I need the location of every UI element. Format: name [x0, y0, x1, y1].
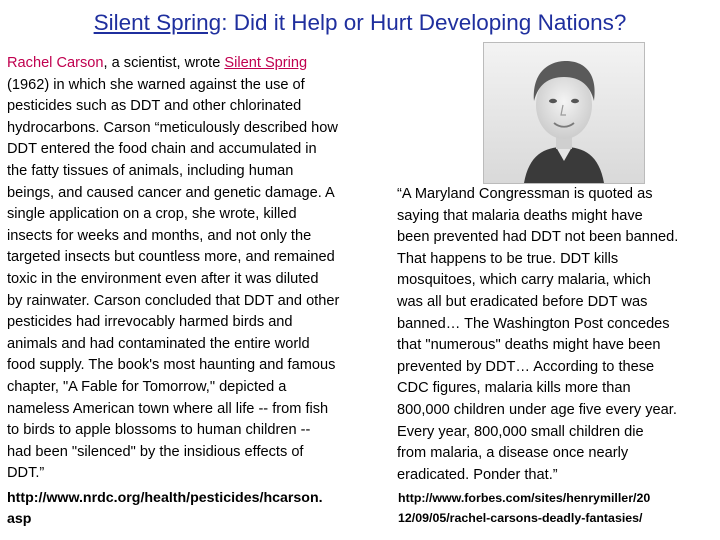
quote-line: that "numerous" deaths might have been	[397, 337, 661, 354]
source-url-nrdc[interactable]	[7, 488, 392, 530]
text-line: nameless American town where all life -- from fish	[7, 400, 329, 417]
carson-description	[7, 53, 388, 485]
quote-line: 800,000 children under age five every year.	[397, 401, 677, 418]
quote-line: been prevented had DDT not been banned.	[397, 229, 679, 246]
quote-line: “A Maryland Congressman is quoted as	[397, 186, 653, 202]
intro-line	[7, 53, 388, 75]
portrait-image	[484, 43, 644, 183]
quote-line: banned… The Washington Post concedes	[397, 315, 670, 332]
page-title	[0, 8, 720, 38]
quote-line: was all but eradicated before DDT was	[397, 293, 648, 310]
text-line: insects for weeks and months, and not only the	[7, 227, 312, 244]
text-line: food supply. The book's most haunting and famous	[7, 357, 336, 374]
quote-line: Every year, 800,000 small children die	[397, 423, 644, 440]
text-line: pesticides such as DDT and other chlorinated	[7, 98, 302, 115]
text-line: by rainwater. Carson concluded that DDT and other	[7, 292, 340, 309]
text-line: targeted insects but countless more, and remained	[7, 249, 335, 266]
author-name: Rachel Carson	[7, 55, 104, 71]
quote-line: CDC figures, malaria kills more than	[397, 380, 631, 397]
text-line: animals and had contaminated the entire world	[7, 335, 310, 352]
text-line: the fatty tissues of animals, including human	[7, 162, 294, 179]
rachel-carson-photo	[483, 42, 645, 184]
text-line: beings, and caused cancer and genetic damage. A	[7, 184, 335, 201]
quote-line: mosquitoes, which carry malaria, which	[397, 272, 651, 289]
quote-line: from malaria, a disease once nearly	[397, 445, 629, 462]
title-book-name: Silent Spring	[93, 10, 222, 35]
text-line: (1962) in which she warned against the use of	[7, 76, 305, 93]
text-line: chapter, "A Fable for Tomorrow," depicted a	[7, 378, 287, 395]
text-line: DDT entered the food chain and accumulated in	[7, 141, 317, 158]
text-line: pesticides had irrevocably harmed birds and	[7, 314, 293, 331]
book-link[interactable]: Silent Spring	[224, 55, 308, 71]
url-line: asp	[7, 511, 32, 527]
text-line: had been "silenced" by the insidious effects of	[7, 443, 304, 460]
quote-line: prevented by DDT… According to these	[397, 358, 655, 375]
quote-line: saying that malaria deaths might have	[397, 207, 643, 224]
source-url-forbes[interactable]	[398, 488, 718, 528]
title-question: : Did it Help or Hurt Developing Nations?	[221, 10, 627, 35]
url-line: http://www.nrdc.org/health/pesticides/hcarson.	[7, 490, 323, 506]
quote-line: eradicated. Ponder that.”	[397, 466, 558, 483]
text-line: toxic in the environment even after it was diluted	[7, 270, 319, 287]
text-line: DDT.”	[7, 465, 45, 482]
url-line: 12/09/05/rachel-carsons-deadly-fantasies/	[398, 511, 643, 525]
intro-text: , a scientist, wrote	[103, 55, 225, 71]
quote-line: That happens to be true. DDT kills	[397, 250, 619, 267]
malaria-quote	[397, 184, 717, 486]
text-line: single application on a crop, she wrote, killed	[7, 206, 297, 223]
text-line: to birds to apple blossoms to human children --	[7, 422, 311, 439]
text-line: hydrocarbons. Carson “meticulously described how	[7, 119, 338, 136]
url-line: http://www.forbes.com/sites/henrymiller/20	[398, 491, 651, 505]
